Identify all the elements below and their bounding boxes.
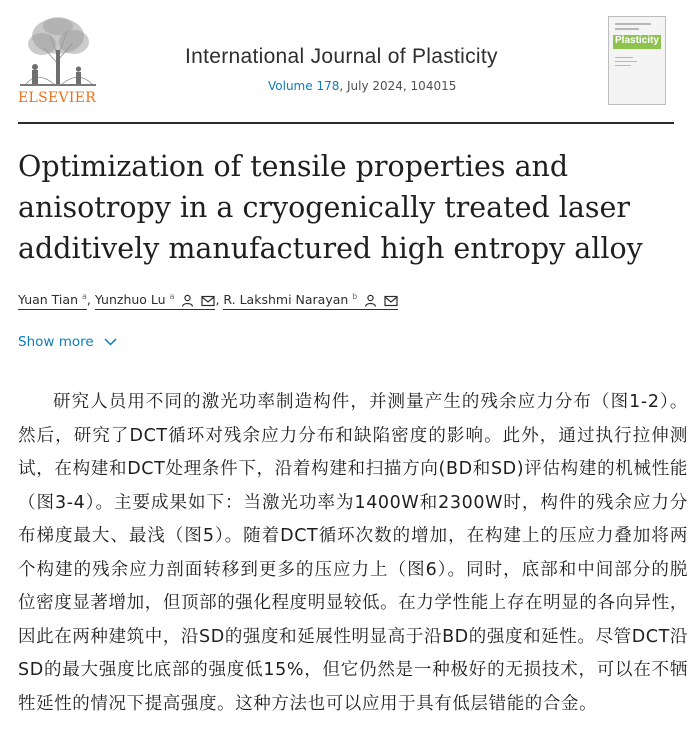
person-icon[interactable] (181, 294, 194, 307)
author-name: Yuan Tian (18, 292, 78, 308)
citation-line (268, 79, 456, 93)
author-name: R. Lakshmi Narayan (223, 292, 349, 308)
summary-paragraph: 研究人员用不同的激光功率制造构件，并测量产生的残余应力分布（图1-2）。然后，研究了DCT循环对残余应力分布和缺陷密度的影响。此外，通过执行拉伸测试，在构建和DCT处理条件下，沿着构建和扫描方向(BD和SD)评估构建的机械性能（图3-4）。主要成果如下：当激光功率为1400W和2300W时，构件的残余应力分布梯度最大、最浅（图5）。随着DCT循环次数的增加，在构建上的压应力叠加将两个构建的残余应力剖面转移到更多的压应力上（图6）。同时，底部和中间部分的脱位密度显著增加，但顶部的强化程度明显较低。在力学性能上存在明显的各向异性，因此在两种建筑中，沿SD的强度和延展性明显高于沿BD的强度和延性。尽管DCT沿SD的最大强度比底部的强度低15%，但它仍然是一种极好的无损技术，可以在不牺牲延性的情况下提高强度。这种方法也可以应用于具有低层错能的合金。 (18, 392, 688, 714)
author-link[interactable] (18, 292, 87, 310)
issue-info: , July 2024, 104015 (339, 79, 457, 93)
cover-line (615, 57, 633, 58)
journal-title[interactable]: International Journal of Plasticity (185, 45, 498, 68)
author-separator: , (215, 292, 224, 308)
journal-header (0, 0, 690, 122)
affiliation-marker: a (81, 292, 87, 301)
person-icon[interactable] (364, 294, 377, 307)
header-divider (18, 122, 674, 124)
affiliation-marker: a (169, 292, 175, 301)
elsevier-wordmark: ELSEVIER (18, 90, 97, 106)
author-separator: , (86, 292, 95, 308)
cover-line (615, 23, 651, 25)
author-list (18, 292, 398, 307)
cover-title: Plasticity (615, 35, 659, 46)
show-more-button[interactable] (18, 334, 117, 350)
affiliation-marker: b (352, 292, 358, 301)
article-title: Optimization of tensile properties and anisotropy in a cryogenically treated laser additively manufactured high entropy alloy (18, 150, 643, 265)
volume-link[interactable]: Volume 178 (268, 79, 340, 93)
cover-line (615, 28, 639, 30)
chevron-down-icon (104, 338, 117, 346)
envelope-icon[interactable] (384, 295, 398, 307)
author-link[interactable] (95, 292, 216, 310)
envelope-icon[interactable] (201, 295, 215, 307)
author-link[interactable] (223, 292, 398, 310)
journal-cover-thumbnail[interactable] (608, 16, 666, 105)
author-name: Yunzhuo Lu (94, 292, 166, 308)
cover-line (615, 65, 631, 66)
show-more-label: Show more (18, 334, 94, 350)
cover-line (615, 61, 637, 62)
